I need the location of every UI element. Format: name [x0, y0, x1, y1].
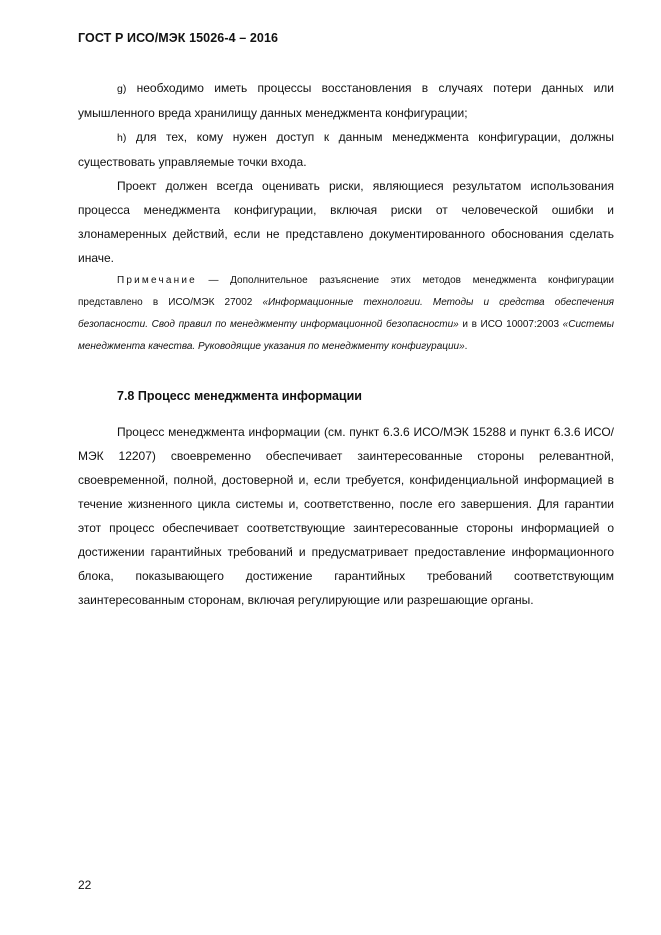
section-heading: 7.8 Процесс менеджмента информации	[117, 389, 362, 403]
note-text: и в ИСО 10007:2003	[458, 319, 563, 330]
note-reference-title: «Системы менеджмента качества. Руководящие указания по менеджменту конфигурации»	[78, 319, 614, 352]
note-text: — Дополнительное разъяснение этих методов менеджмента конфигурации представлено в ИСО/МЭК 27002	[78, 275, 614, 308]
page-content	[78, 76, 614, 612]
list-item-text: для тех, кому нужен доступ к данным менеджмента конфигурации, должны существовать управляемые точки входа.	[78, 130, 614, 169]
list-item-g	[78, 76, 614, 125]
note-text: .	[464, 341, 468, 352]
risk-paragraph: Проект должен всегда оценивать риски, являющиеся результатом использования процесса менеджмента конфигурации, включая риски от человеческой ошибки и злонамеренных действий, если не представлено документированного обоснования сделать иначе.	[78, 179, 614, 265]
note-label: Примечание	[117, 275, 197, 286]
list-item-text: необходимо иметь процессы восстановления в случаях потери данных или умышленного вреда хранилищу данных менеджмента конфигурации;	[78, 81, 614, 120]
section-paragraph: Процесс менеджмента информации (см. пункт 6.3.6 ИСО/МЭК 15288 и пункт 6.3.6 ИСО/МЭК 12207) своевременно обеспечивает заинтересованные стороны релевантной, своевременной, полной, достоверной и, если требуется, конфиденциальной информацией в течение жизненного цикла системы и, соответственно, после его завершения. Для гарантии этот процесс обеспечивает соответствующие заинтересованные стороны информацией о достижении гарантийных требований и предусматривает предоставление информационного блока, показывающего достижение гарантийных требований соответствующим заинтересованным сторонам, включая регулирующие или разрешающие органы.	[78, 425, 614, 607]
document-header: ГОСТ Р ИСО/МЭК 15026-4 – 2016	[78, 31, 279, 45]
list-item-label: g)	[117, 83, 127, 95]
note	[78, 270, 614, 358]
note-reference-title: «Информационные технологии. Методы и средства обеспечения безопасности. Свод правил по менеджменту информационной безопасности»	[78, 297, 614, 330]
page-number: 22	[78, 878, 92, 892]
list-item-label: h)	[117, 132, 127, 144]
list-item-h	[78, 125, 614, 174]
